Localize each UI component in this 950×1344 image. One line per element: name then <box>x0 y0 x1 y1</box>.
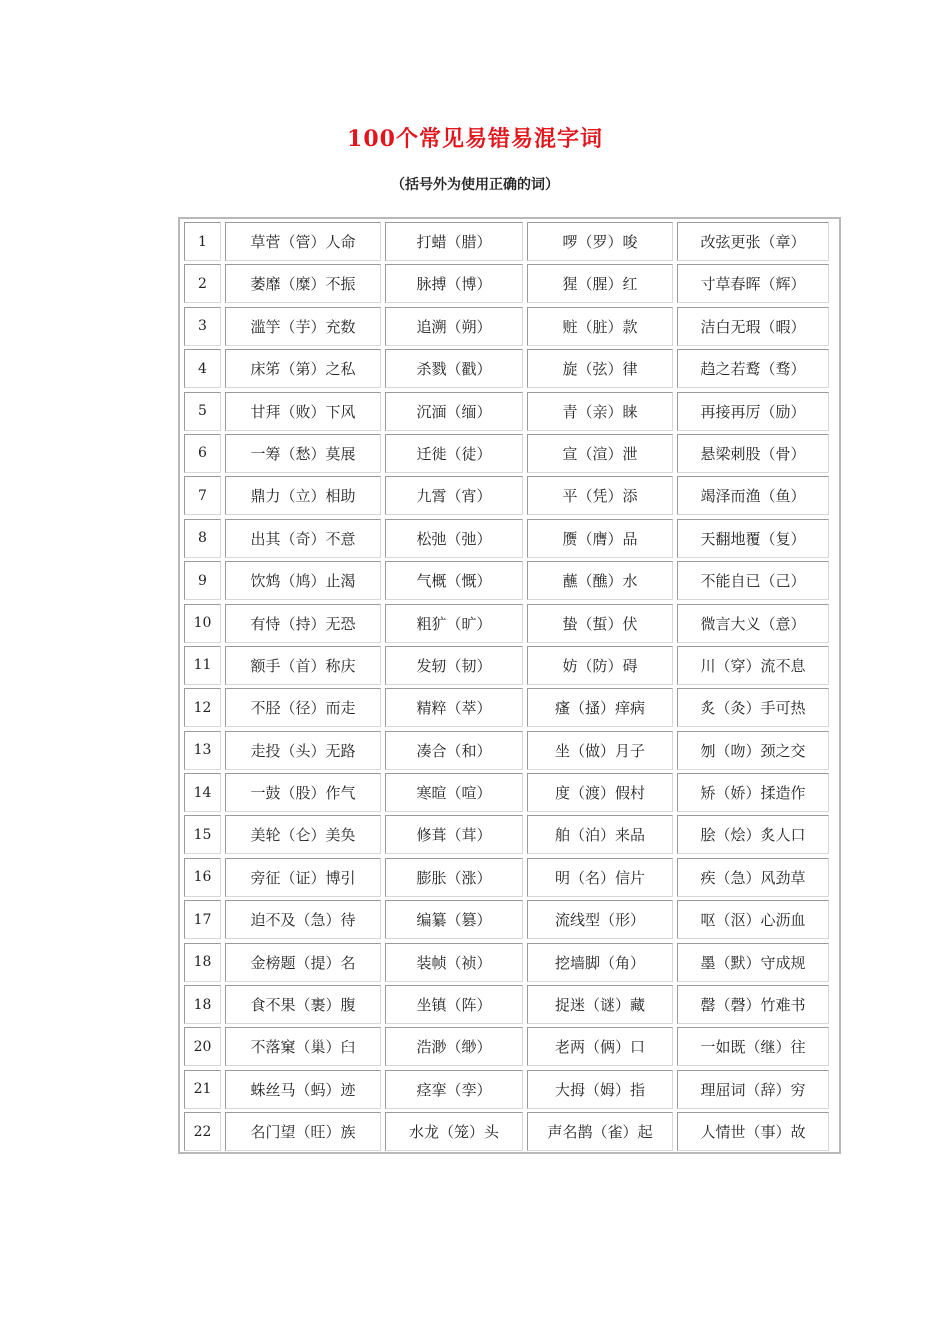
word-cell: 脉搏（博） <box>385 264 523 303</box>
word-cell: 气概（慨） <box>385 561 523 600</box>
row-number-cell: 4 <box>184 349 221 388</box>
row-number-cell: 5 <box>184 392 221 431</box>
word-cell: 萎靡（糜）不振 <box>225 264 381 303</box>
word-cell: 罄（磬）竹难书 <box>677 985 829 1024</box>
word-cell: 草菅（管）人命 <box>225 222 381 261</box>
table-row <box>184 731 835 770</box>
row-number-cell: 11 <box>184 646 221 685</box>
word-cell: 再接再厉（励） <box>677 392 829 431</box>
row-number-cell: 6 <box>184 434 221 473</box>
table-row <box>184 646 835 685</box>
word-cell: 膨胀（涨） <box>385 858 523 897</box>
document-subtitle: （括号外为使用正确的词） <box>391 177 559 193</box>
word-cell: 流线型（形） <box>527 900 673 939</box>
word-cell: 出其（奇）不意 <box>225 519 381 558</box>
word-cell: 不能自已（己） <box>677 561 829 600</box>
word-cell: 川（穿）流不息 <box>677 646 829 685</box>
word-cell: 蘸（醮）水 <box>527 561 673 600</box>
table-row <box>184 349 835 388</box>
word-cell: 有恃（持）无恐 <box>225 604 381 643</box>
word-cell: 迁徙（徒） <box>385 434 523 473</box>
word-cell: 呕（沤）心沥血 <box>677 900 829 939</box>
row-number-cell: 18 <box>184 985 221 1024</box>
table-row <box>184 434 835 473</box>
table-row <box>184 773 835 812</box>
word-cell: 水龙（笼）头 <box>385 1112 523 1151</box>
table-row <box>184 900 835 939</box>
word-cell: 啰（罗）唆 <box>527 222 673 261</box>
word-cell: 蛰（蜇）伏 <box>527 604 673 643</box>
word-cell: 瘙（搔）痒病 <box>527 688 673 727</box>
word-cell: 一鼓（股）作气 <box>225 773 381 812</box>
row-number-cell: 15 <box>184 815 221 854</box>
word-cell: 青（亲）睐 <box>527 392 673 431</box>
row-number-cell: 7 <box>184 476 221 515</box>
row-number-cell: 14 <box>184 773 221 812</box>
word-cell: 理屈词（辞）穷 <box>677 1070 829 1109</box>
word-cell: 凑合（和） <box>385 731 523 770</box>
word-cell: 妨（防）碍 <box>527 646 673 685</box>
word-cell: 床笫（第）之私 <box>225 349 381 388</box>
word-cell: 猩（腥）红 <box>527 264 673 303</box>
word-cell: 舶（泊）来品 <box>527 815 673 854</box>
row-number-cell: 1 <box>184 222 221 261</box>
word-cell: 老两（俩）口 <box>527 1027 673 1066</box>
word-cell: 刎（吻）颈之交 <box>677 731 829 770</box>
word-cell: 浩渺（缈） <box>385 1027 523 1066</box>
word-cell: 沉湎（缅） <box>385 392 523 431</box>
row-number-cell: 9 <box>184 561 221 600</box>
word-cell: 鼎力（立）相助 <box>225 476 381 515</box>
table-row <box>184 604 835 643</box>
word-cell: 改弦更张（章） <box>677 222 829 261</box>
word-cell: 宣（渲）泄 <box>527 434 673 473</box>
word-cell: 迫不及（急）待 <box>225 900 381 939</box>
word-cell: 一如既（继）往 <box>677 1027 829 1066</box>
table-row <box>184 561 835 600</box>
word-cell: 寸草春晖（辉） <box>677 264 829 303</box>
row-number-cell: 18 <box>184 943 221 982</box>
row-number-cell: 16 <box>184 858 221 897</box>
table-row <box>184 985 835 1024</box>
word-cell: 赝（膺）品 <box>527 519 673 558</box>
word-cell: 大拇（姆）指 <box>527 1070 673 1109</box>
word-cell: 坐（做）月子 <box>527 731 673 770</box>
word-cell: 挖墙脚（角） <box>527 943 673 982</box>
row-number-cell: 3 <box>184 307 221 346</box>
word-cell: 脍（烩）炙人口 <box>677 815 829 854</box>
word-cell: 编纂（篡） <box>385 900 523 939</box>
row-number-cell: 21 <box>184 1070 221 1109</box>
table-row <box>184 858 835 897</box>
table-row <box>184 307 835 346</box>
word-cell: 疾（急）风劲草 <box>677 858 829 897</box>
row-number-cell: 22 <box>184 1112 221 1151</box>
word-cell: 九霄（宵） <box>385 476 523 515</box>
word-cell: 不落窠（巢）臼 <box>225 1027 381 1066</box>
word-cell: 粗犷（旷） <box>385 604 523 643</box>
word-cell: 美轮（仑）美奂 <box>225 815 381 854</box>
row-number-cell: 8 <box>184 519 221 558</box>
word-cell: 墨（默）守成规 <box>677 943 829 982</box>
word-cell: 发轫（韧） <box>385 646 523 685</box>
word-cell: 精粹（萃） <box>385 688 523 727</box>
word-cell: 走投（头）无路 <box>225 731 381 770</box>
word-cell: 平（凭）添 <box>527 476 673 515</box>
word-table <box>178 217 841 1154</box>
word-cell: 悬梁刺股（骨） <box>677 434 829 473</box>
word-cell: 痉挛（孪） <box>385 1070 523 1109</box>
word-cell: 声名鹊（雀）起 <box>527 1112 673 1151</box>
row-number-cell: 2 <box>184 264 221 303</box>
word-cell: 微言大义（意） <box>677 604 829 643</box>
word-cell: 旋（弦）律 <box>527 349 673 388</box>
word-cell: 额手（首）称庆 <box>225 646 381 685</box>
word-cell: 坐镇（阵） <box>385 985 523 1024</box>
word-cell: 天翻地覆（复） <box>677 519 829 558</box>
word-cell: 趋之若鹜（骛） <box>677 349 829 388</box>
row-number-cell: 13 <box>184 731 221 770</box>
word-cell: 人情世（事）故 <box>677 1112 829 1151</box>
table-row <box>184 222 835 261</box>
table-row <box>184 392 835 431</box>
table-row <box>184 1070 835 1109</box>
table-row <box>184 1112 835 1151</box>
table-row <box>184 815 835 854</box>
table-row <box>184 688 835 727</box>
word-cell: 食不果（裹）腹 <box>225 985 381 1024</box>
table-row <box>184 264 835 303</box>
word-cell: 饮鸩（鸠）止渴 <box>225 561 381 600</box>
word-cell: 一筹（愁）莫展 <box>225 434 381 473</box>
word-cell: 甘拜（败）下风 <box>225 392 381 431</box>
word-cell: 矫（娇）揉造作 <box>677 773 829 812</box>
word-cell: 装帧（祯） <box>385 943 523 982</box>
word-cell: 赃（脏）款 <box>527 307 673 346</box>
word-cell: 金榜题（提）名 <box>225 943 381 982</box>
word-cell: 蛛丝马（蚂）迹 <box>225 1070 381 1109</box>
word-cell: 打蜡（腊） <box>385 222 523 261</box>
word-cell: 明（名）信片 <box>527 858 673 897</box>
word-cell: 不胫（径）而走 <box>225 688 381 727</box>
word-cell: 杀戮（戳） <box>385 349 523 388</box>
word-cell: 寒暄（喧） <box>385 773 523 812</box>
word-cell: 度（渡）假村 <box>527 773 673 812</box>
row-number-cell: 17 <box>184 900 221 939</box>
table-row <box>184 943 835 982</box>
word-cell: 滥竽（芋）充数 <box>225 307 381 346</box>
word-cell: 洁白无瑕（暇） <box>677 307 829 346</box>
table-row <box>184 1027 835 1066</box>
word-cell: 竭泽而渔（鱼） <box>677 476 829 515</box>
table-row <box>184 519 835 558</box>
word-cell: 炙（灸）手可热 <box>677 688 829 727</box>
word-cell: 旁征（证）博引 <box>225 858 381 897</box>
word-cell: 松弛（弛） <box>385 519 523 558</box>
word-cell: 修葺（茸） <box>385 815 523 854</box>
document-title: 100个常见易错易混字词 <box>347 126 603 152</box>
word-cell: 名门望（旺）族 <box>225 1112 381 1151</box>
table-row <box>184 476 835 515</box>
row-number-cell: 12 <box>184 688 221 727</box>
word-cell: 追溯（朔） <box>385 307 523 346</box>
table-body <box>184 222 835 1147</box>
row-number-cell: 10 <box>184 604 221 643</box>
row-number-cell: 20 <box>184 1027 221 1066</box>
word-cell: 捉迷（谜）藏 <box>527 985 673 1024</box>
